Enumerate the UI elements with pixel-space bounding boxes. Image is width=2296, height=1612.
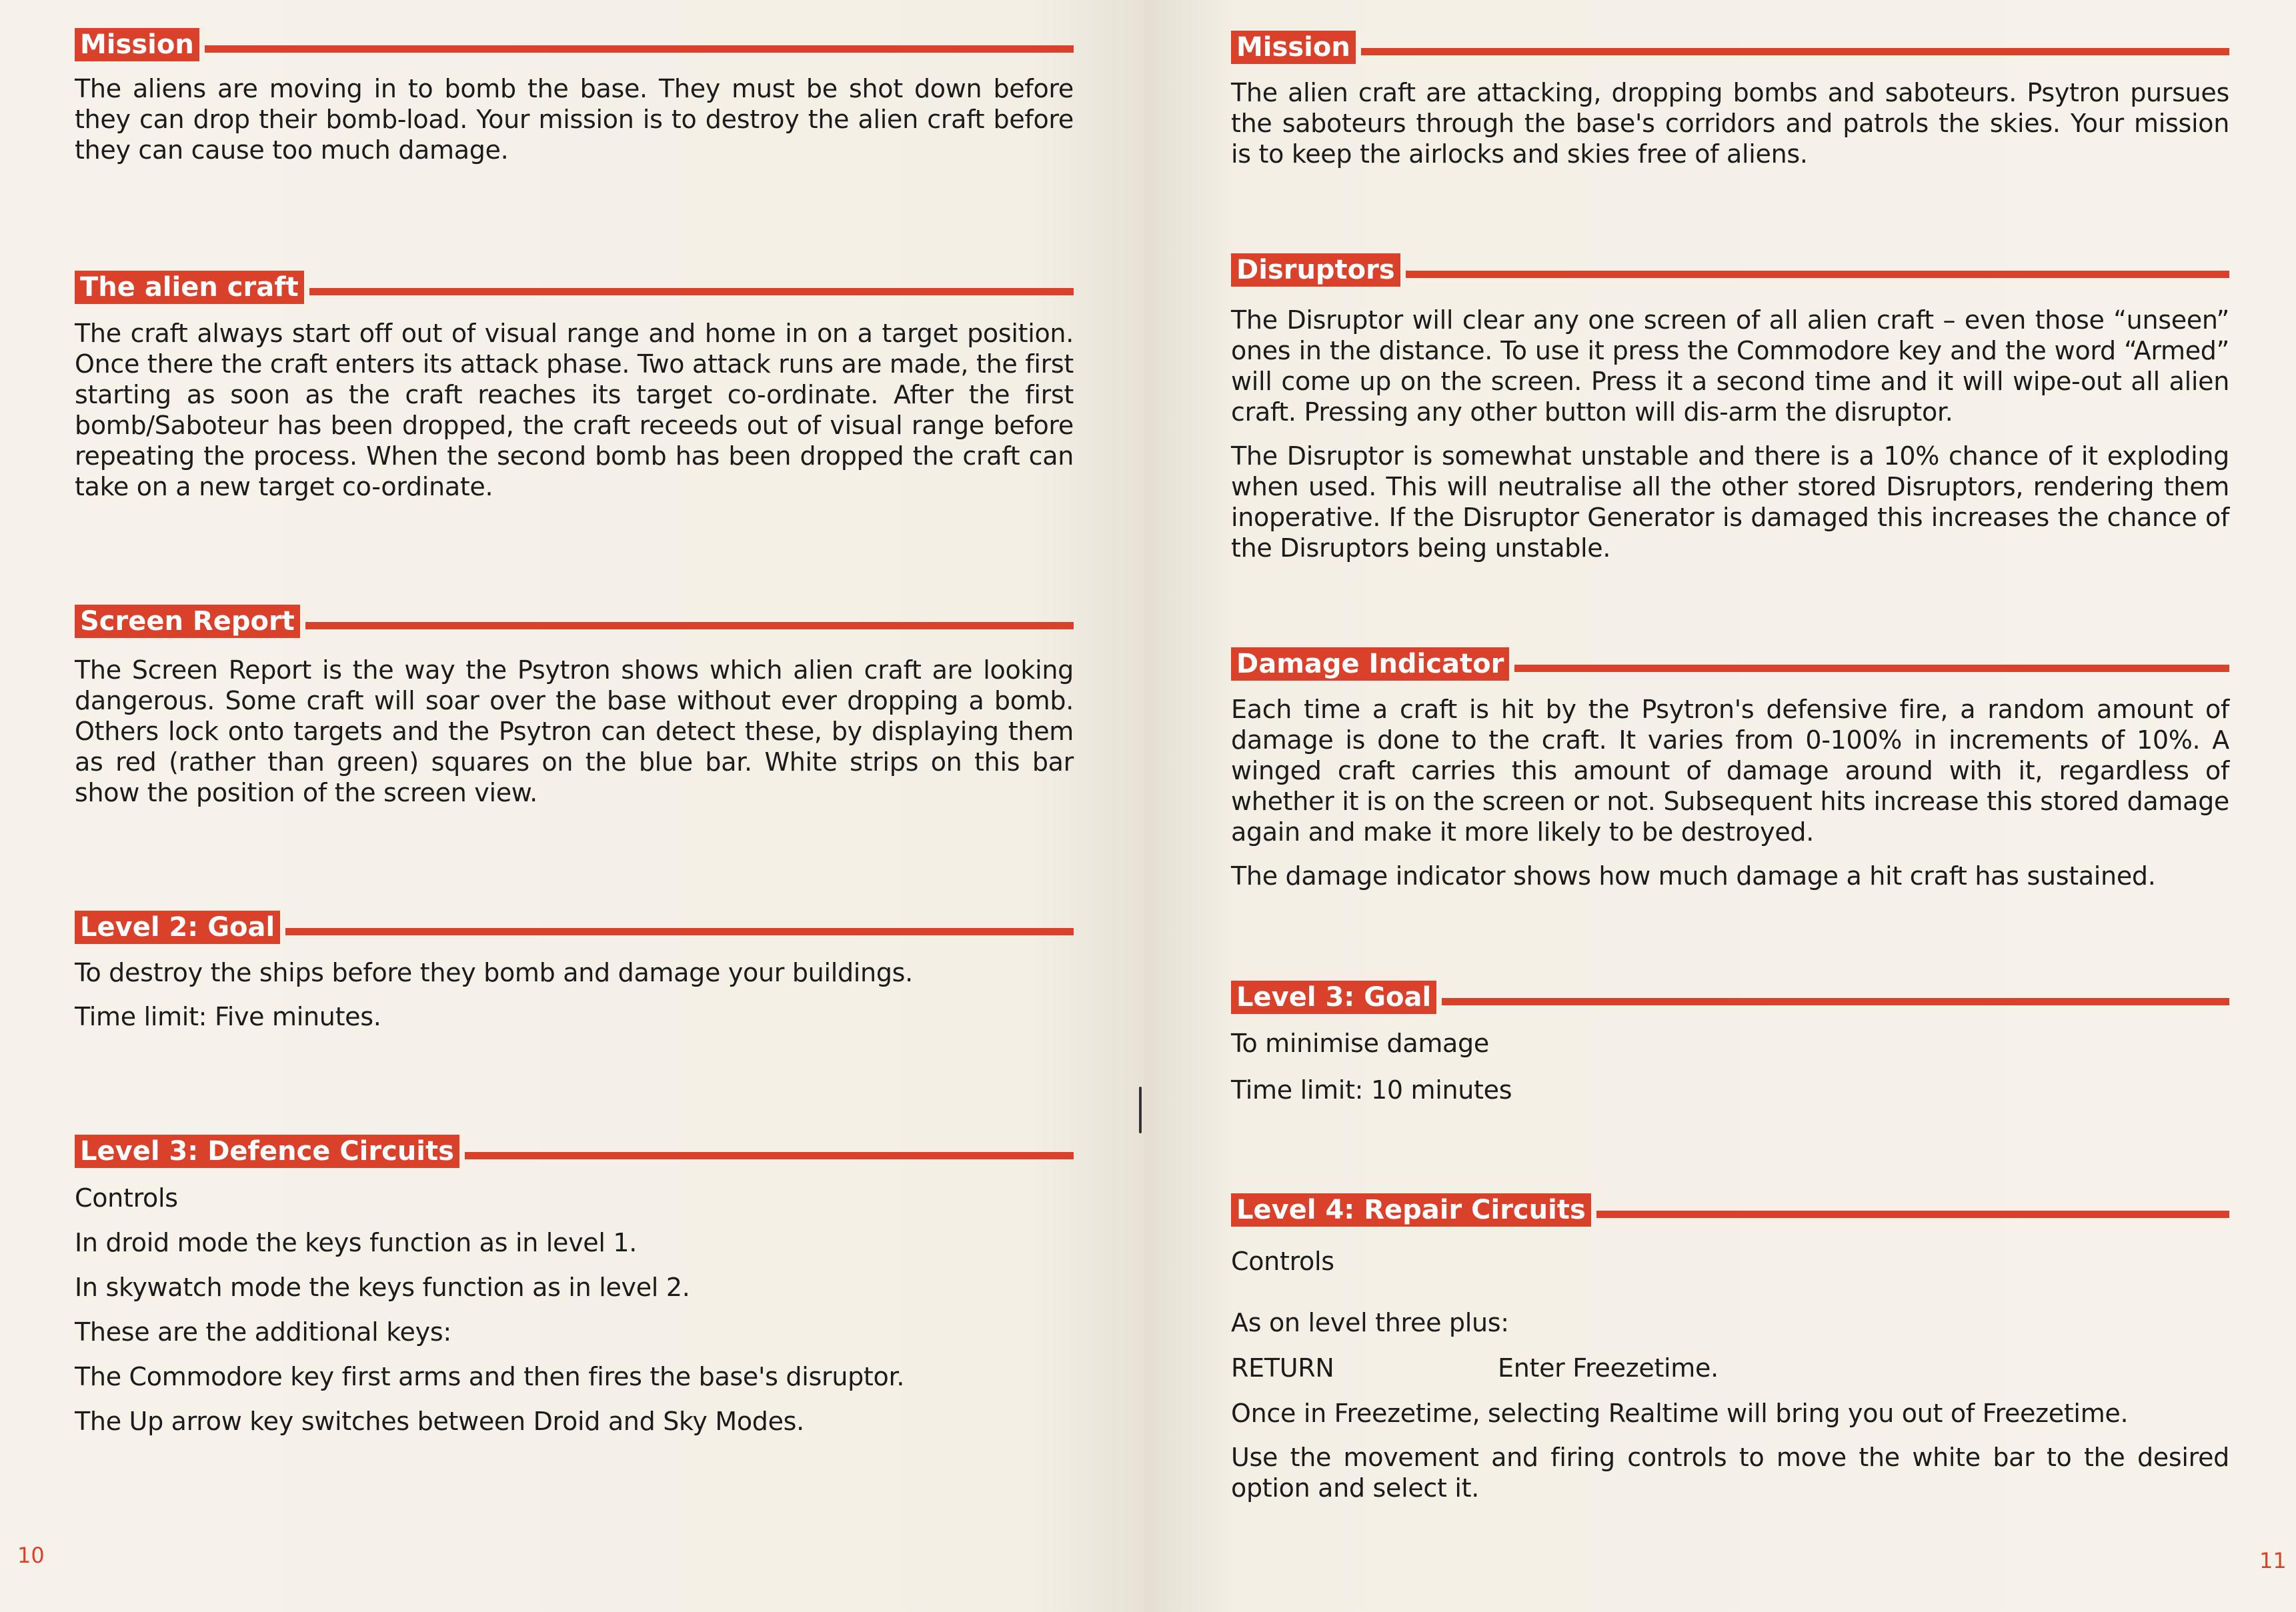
section-level3-defence xyxy=(75,1135,1074,1437)
section-heading xyxy=(1231,31,2229,64)
left-page xyxy=(0,0,1144,1612)
section-heading xyxy=(1231,647,2229,681)
paragraph: To destroy the ships before they bomb and damage your buildings. xyxy=(75,958,913,987)
heading-label: Disruptors xyxy=(1231,253,1400,287)
heading-label: The alien craft xyxy=(75,271,304,304)
heading-label: Mission xyxy=(1231,31,1356,64)
section-disruptors xyxy=(1231,253,2229,563)
section-level2-goal xyxy=(75,911,1074,1032)
paragraph: Time limit: Five minutes. xyxy=(75,1002,381,1031)
heading-label: Level 3: Defence Circuits xyxy=(75,1135,459,1168)
paragraph: Controls xyxy=(75,1183,178,1213)
paragraph: To minimise damage xyxy=(1231,1029,1489,1058)
page-number: 10 xyxy=(17,1543,45,1568)
key-row xyxy=(1231,1353,2229,1383)
paragraph: Each time a craft is hit by the Psytron's defensive fire, a random amount of damage is done to the craft. It varies from 0-100% in increments of 10%. A winged craft carries this amount of damage around with it, regardless of whether it is on the screen or not. Subsequent hits increase this stored damage again and make it more likely to be destroyed. xyxy=(1231,695,2229,847)
paragraph: Time limit: 10 minutes xyxy=(1231,1075,1512,1105)
key-name: RETURN xyxy=(1231,1353,1334,1383)
section-heading xyxy=(75,605,1074,638)
section-heading xyxy=(75,1135,1074,1168)
paragraph: These are the additional keys: xyxy=(75,1317,451,1347)
paragraph: The Up arrow key switches between Droid and Sky Modes. xyxy=(75,1407,804,1436)
section-heading xyxy=(75,28,1074,61)
paragraph: As on level three plus: xyxy=(1231,1308,1509,1337)
paragraph: The Commodore key first arms and then fires the base's disruptor. xyxy=(75,1362,905,1391)
binding-staple xyxy=(1139,1087,1142,1133)
paragraph: In skywatch mode the keys function as in level 2. xyxy=(75,1273,690,1302)
heading-label: Level 2: Goal xyxy=(75,911,280,944)
section-heading xyxy=(75,271,1074,304)
paragraph: The aliens are moving in to bomb the base. They must be shot down before they can drop their bomb-load. Your mission is to destroy the alien craft before they can cause too much damage. xyxy=(75,74,1074,165)
heading-label: Screen Report xyxy=(75,605,300,638)
paragraph: The Screen Report is the way the Psytron shows which alien craft are looking dangerous. Some craft will soar over the base without ever dropping a bomb. Others lock onto targets and the Psytron can detect these, by displaying them as red (rather than green) squares on the blue bar. White strips on this bar show the position of the screen view. xyxy=(75,655,1074,807)
paragraph: The craft always start off out of visual range and home in on a target position. Once there the craft enters its attack phase. Two attack runs are made, the first starting as soon as the craft reaches its target co-ordinate. After the first bomb/Saboteur has been dropped, the craft receeds out of visual range before repeating the process. When the second bomb has been dropped the craft can take on a new target co-ordinate. xyxy=(75,319,1074,501)
paragraph: Once in Freezetime, selecting Realtime will bring you out of Freezetime. xyxy=(1231,1399,2129,1428)
paragraph: Use the movement and firing controls to move the white bar to the desired option and select it. xyxy=(1231,1443,2229,1503)
section-damage-indicator xyxy=(1231,647,2229,891)
paragraph: In droid mode the keys function as in level 1. xyxy=(75,1228,638,1257)
section-heading xyxy=(1231,253,2229,287)
paragraph: The Disruptor is somewhat unstable and there is a 10% chance of it exploding when used. This will neutralise all the other stored Disruptors, rendering them inoperative. If the Disruptor Generator is damaged this increases the chance of the Disruptors being unstable. xyxy=(1231,441,2229,563)
section-level4-repair xyxy=(1231,1193,2229,1503)
page-number: 11 xyxy=(2259,1548,2287,1573)
section-mission-left xyxy=(75,28,1074,165)
section-mission-right xyxy=(1231,31,2229,169)
heading-label: Level 4: Repair Circuits xyxy=(1231,1193,1591,1227)
section-heading xyxy=(1231,981,2229,1014)
heading-label: Damage Indicator xyxy=(1231,647,1509,681)
key-action: Enter Freezetime. xyxy=(1498,1353,1718,1383)
heading-rule xyxy=(75,45,1074,53)
heading-label: Mission xyxy=(75,28,199,61)
paragraph: The Disruptor will clear any one screen of all alien craft – even those “unseen” ones in the distance. To use it press the Commodore key and the word “Armed” will come up on the screen. Press it a second time and it will wipe-out all alien craft. Pressing any other button will dis-arm the disruptor. xyxy=(1231,305,2229,427)
paragraph: The alien craft are attacking, dropping bombs and saboteurs. Psytron pursues the saboteurs through the base's corridors and patrols the skies. Your mission is to keep the airlocks and skies free of aliens. xyxy=(1231,78,2229,169)
heading-rule xyxy=(1231,48,2229,55)
section-alien-craft xyxy=(75,271,1074,502)
paragraph: The damage indicator shows how much damage a hit craft has sustained. xyxy=(1231,861,2156,891)
section-level3-goal xyxy=(1231,981,2229,1105)
heading-label: Level 3: Goal xyxy=(1231,981,1436,1014)
section-heading xyxy=(75,911,1074,944)
section-heading xyxy=(1231,1193,2229,1227)
paragraph: Controls xyxy=(1231,1247,1334,1276)
section-screen-report xyxy=(75,605,1074,808)
